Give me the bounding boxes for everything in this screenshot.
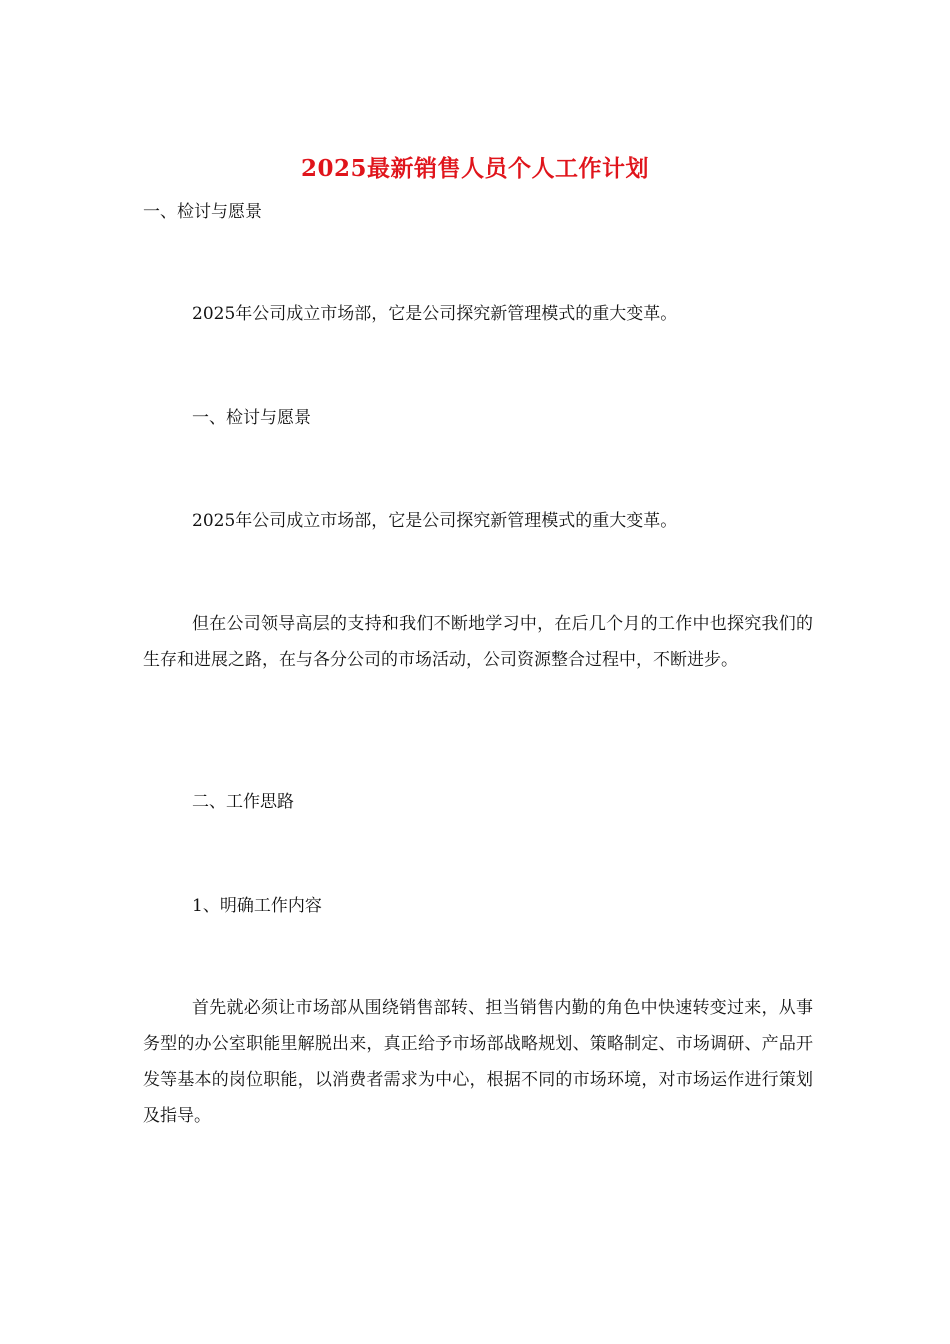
section-heading: 一、检讨与愿景 <box>192 408 311 428</box>
paragraph: 但在公司领导高层的支持和我们不断地学习中，在后几个月的工作中也探究我们的生存和进展之路，在与各分公司的市场活动，公司资源整合过程中，不断进步。 <box>143 614 813 670</box>
paragraph: 首先就必须让市场部从围绕销售部转、担当销售内勤的角色中快速转变过来，从事务型的办公室职能里解脱出来，真正给予市场部战略规划、策略制定、市场调研、产品开发等基本的岗位职能，以消费者需求为中心，根据不同的市场环境，对市场运作进行策划及指导。 <box>143 998 813 1126</box>
paragraph: 2025年公司成立市场部，它是公司探究新管理模式的重大变革。 <box>192 304 678 324</box>
section-heading: 一、检讨与愿景 <box>143 202 262 222</box>
paragraph: 2025年公司成立市场部，它是公司探究新管理模式的重大变革。 <box>192 511 678 531</box>
subsection-heading: 1、明确工作内容 <box>192 896 322 916</box>
section-heading: 二、工作思路 <box>192 792 294 812</box>
document-title: 2025最新销售人员个人工作计划 <box>300 155 649 182</box>
